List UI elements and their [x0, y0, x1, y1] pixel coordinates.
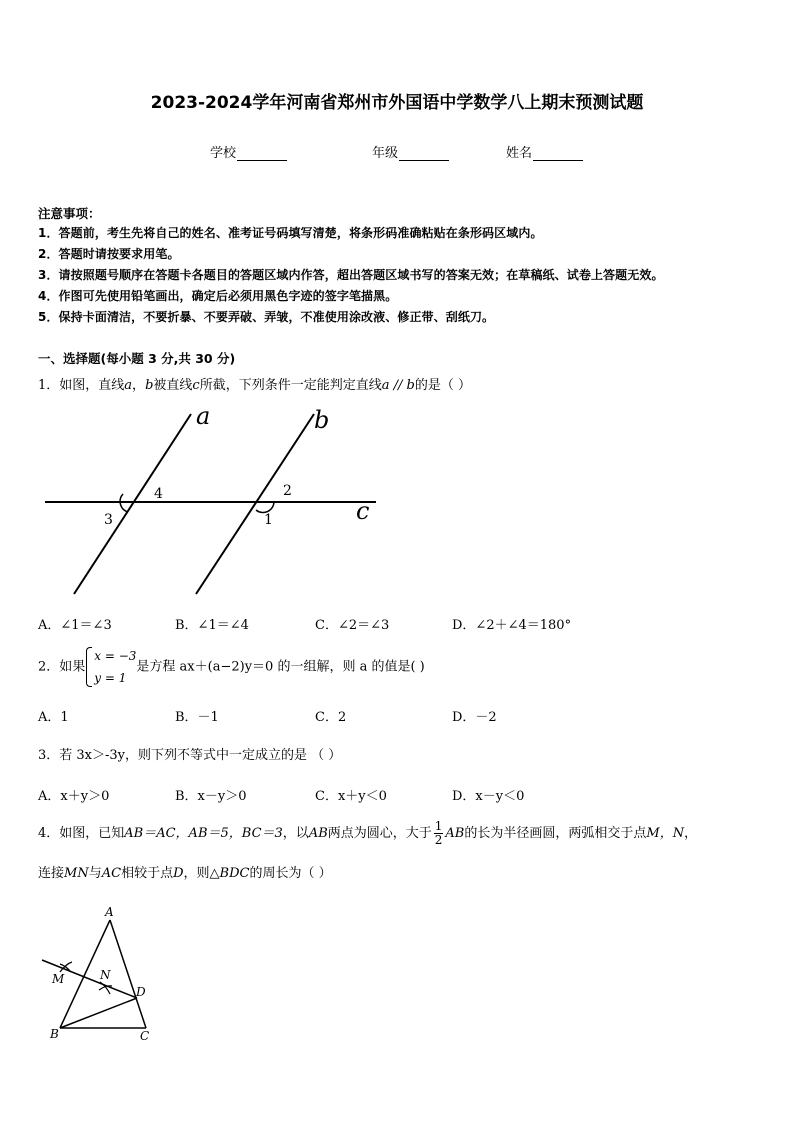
q3-option-b[interactable]: B．x－y＞0: [175, 789, 247, 804]
name-label: 姓名: [506, 146, 533, 161]
angle-1-arc: [256, 502, 274, 513]
label-4: 4: [154, 486, 163, 502]
q3-option-d[interactable]: D．x－y＜0: [452, 789, 525, 804]
q1-option-d[interactable]: D．∠2＋∠4＝180°: [452, 618, 572, 633]
label-B: B: [50, 1027, 59, 1041]
equation-system: x = −3 y = 1: [85, 645, 136, 689]
question-4-line-2: 连接MN与AC相较于点D，则△BDC的周长为（ ）: [38, 866, 332, 881]
label-M: M: [52, 972, 65, 986]
q1-option-a[interactable]: A．∠1＝∠3: [38, 618, 112, 633]
grade-field[interactable]: [372, 142, 449, 161]
side-ac: [110, 920, 146, 1028]
name-field[interactable]: [506, 142, 583, 161]
q1-option-b[interactable]: B．∠1＝∠4: [175, 618, 249, 633]
note-item-4: 4．作图可先使用铅笔画出，确定后必须用黑色字迹的签字笔描黑。: [38, 289, 398, 303]
name-blank[interactable]: [533, 160, 583, 161]
question-1: 1．如图，直线a，b被直线c所截，下列条件一定能判定直线a // b的是（ ）: [38, 378, 471, 393]
label-3: 3: [104, 512, 113, 528]
label-C: C: [140, 1029, 150, 1043]
q2-option-b[interactable]: B．－1: [175, 710, 219, 725]
q1-figure: [30, 398, 390, 600]
q2-option-a[interactable]: A．1: [38, 710, 69, 725]
q3-option-a[interactable]: A．x＋y＞0: [38, 789, 110, 804]
note-item-3: 3．请按照题号顺序在答题卡各题目的答题区域内作答，超出答题区域书写的答案无效；在草稿纸、试卷上答题无效。: [38, 268, 664, 282]
q2-option-c[interactable]: C．2: [315, 710, 347, 725]
label-D: D: [136, 985, 146, 999]
line-a: [74, 414, 191, 594]
section-heading: 一、选择题(每小题 3 分,共 30 分): [38, 351, 236, 366]
question-4-line-1: 4．如图，已知AB＝AC，AB＝5，BC＝3，以AB两点为圆心，大于 $\frac{1}{2}$ AB的长为半径画圆，两弧相交于点M，N，: [38, 819, 698, 847]
label-b: b: [314, 406, 330, 434]
label-2: 2: [283, 483, 292, 499]
question-3: 3．若 3x＞-3y，则下列不等式中一定成立的是 （ ）: [38, 748, 342, 763]
school-label: 学校: [210, 146, 237, 161]
q3-option-c[interactable]: C．x＋y＜0: [315, 789, 387, 804]
grade-blank[interactable]: [399, 160, 449, 161]
school-blank[interactable]: [237, 160, 287, 161]
notes-title: 注意事项：: [38, 206, 101, 221]
note-item-5: 5．保持卡面清洁，不要折暴、不要弄破、弄皱，不准使用涂改液、修正带、刮纸刀。: [38, 310, 495, 324]
note-item-2: 2．答题时请按要求用笔。: [38, 247, 180, 261]
q4-figure: [36, 902, 166, 1048]
fraction-half: $\frac{1}{2}$: [434, 819, 443, 847]
label-a: a: [196, 402, 211, 430]
q2-option-d[interactable]: D．－2: [452, 710, 497, 725]
label-A: A: [105, 905, 114, 919]
label-N: N: [100, 968, 111, 982]
question-2: 2．如果 x = −3 y = 1 是方程 ax＋(a−2)y＝0 的一组解，则 a 的值是( ): [38, 645, 425, 689]
grade-label: 年级: [372, 146, 399, 161]
label-1: 1: [264, 512, 273, 528]
page-title: 2023-2024学年河南省郑州市外国语中学数学八上期末预测试题: [150, 93, 644, 113]
label-c: c: [356, 497, 370, 525]
line-b: [196, 414, 314, 594]
school-field[interactable]: [210, 142, 287, 161]
note-item-1: 1．答题前，考生先将自己的姓名、准考证号码填写清楚，将条形码准确粘贴在条形码区域内。: [38, 226, 543, 240]
q1-option-c[interactable]: C．∠2＝∠3: [315, 618, 390, 633]
